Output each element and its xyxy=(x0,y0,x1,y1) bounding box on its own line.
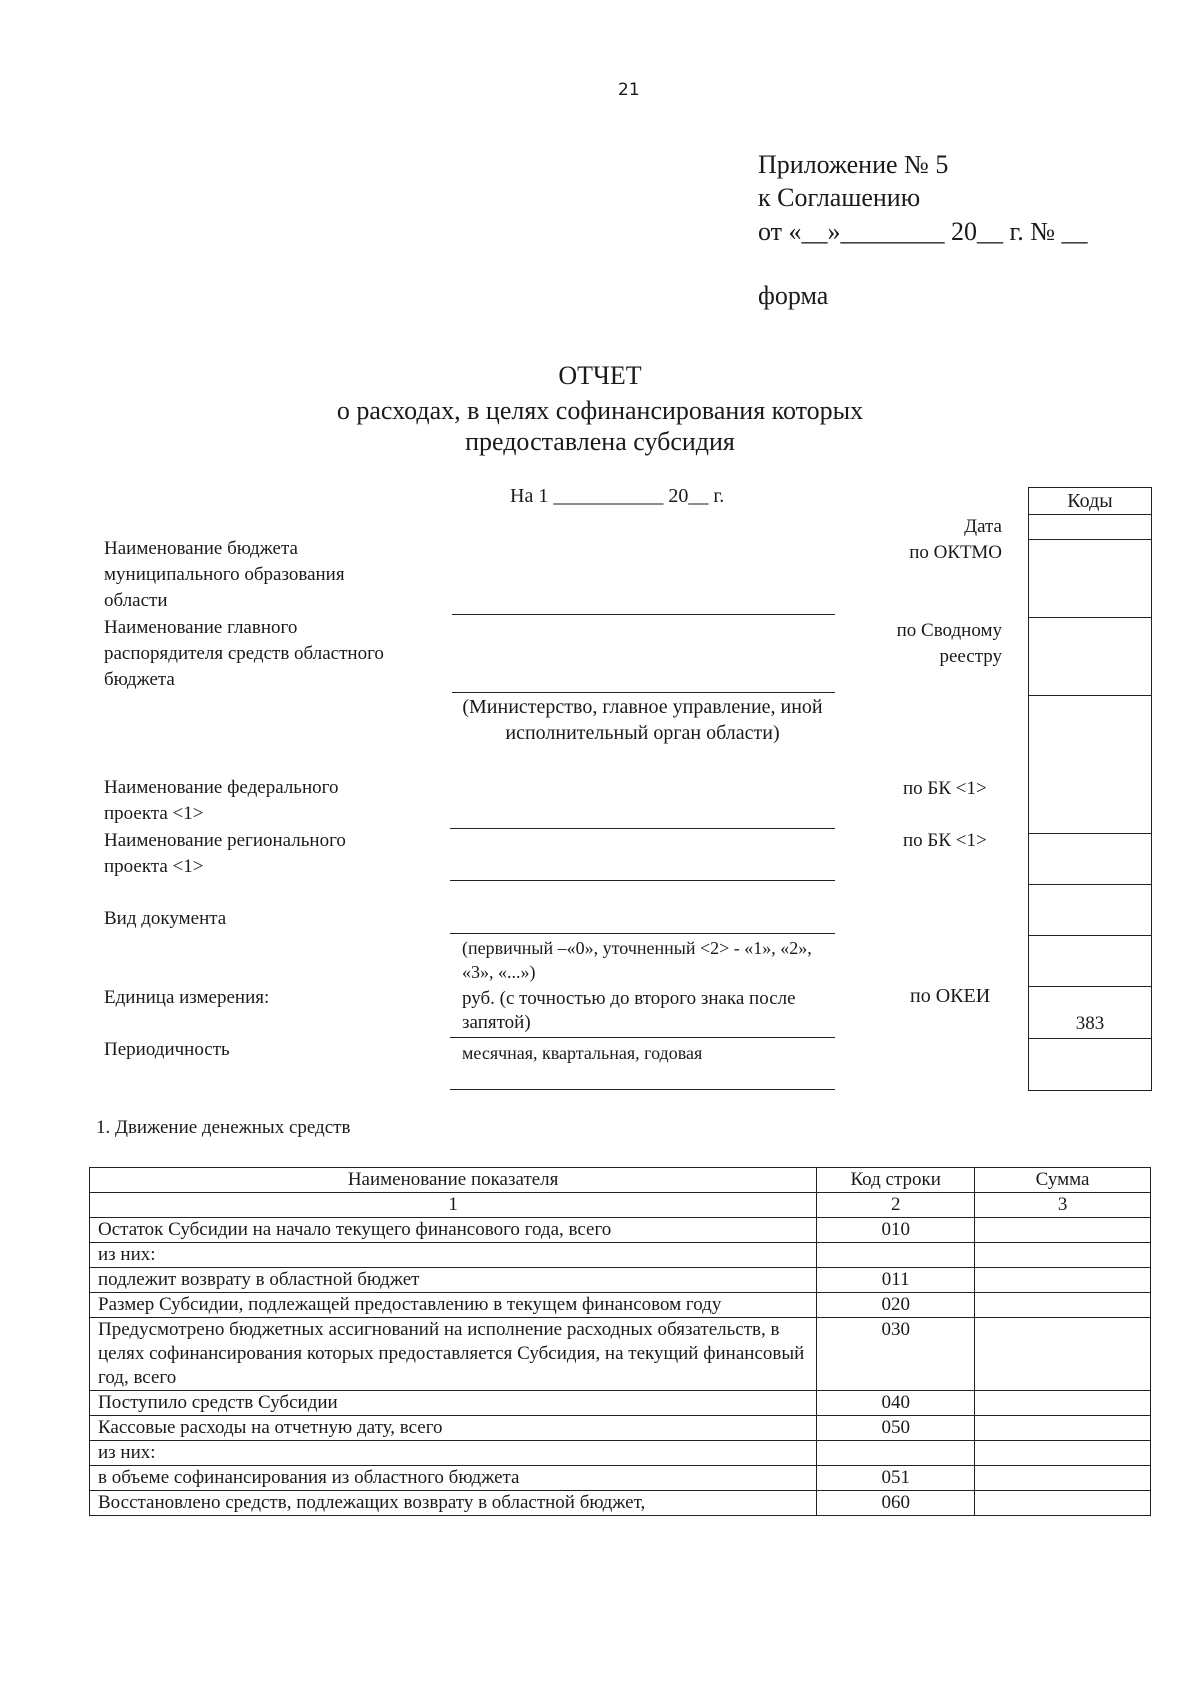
label-doc-type: Вид документа xyxy=(104,908,227,929)
row-sum[interactable] xyxy=(975,1268,1151,1293)
ministry-note: (Министерство, главное управление, иной исполнительный орган области) xyxy=(462,696,823,744)
row-code xyxy=(817,1243,975,1268)
row-name: Остаток Субсидии на начало текущего финансового года, всего xyxy=(90,1218,817,1243)
label-unit: Единица измерения: xyxy=(104,987,270,1008)
row-name: из них: xyxy=(90,1441,817,1466)
section-1-title: 1. Движение денежных средств xyxy=(96,1117,351,1138)
budget-name-field[interactable] xyxy=(452,614,835,615)
doc-type-field[interactable] xyxy=(450,933,835,934)
header-indicator: Наименование показателя xyxy=(90,1168,817,1193)
unit-value: руб. (с точностью до второго знака после запятой) xyxy=(462,988,796,1033)
codes-box xyxy=(1028,487,1152,1091)
row-sum[interactable] xyxy=(975,1441,1151,1466)
row-name: Восстановлено средств, подлежащих возврату в областной бюджет, xyxy=(90,1491,817,1516)
page-number: 21 xyxy=(618,80,640,100)
table-row xyxy=(90,1243,1151,1268)
row-name: Кассовые расходы на отчетную дату, всего xyxy=(90,1416,817,1441)
row-sum[interactable] xyxy=(975,1391,1151,1416)
row-name: подлежит возврату в областной бюджет xyxy=(90,1268,817,1293)
header-num-2: 2 xyxy=(817,1193,975,1218)
label-regional-project: Наименование регионального проекта <1> xyxy=(104,830,346,877)
row-sum[interactable] xyxy=(975,1293,1151,1318)
row-sum[interactable] xyxy=(975,1243,1151,1268)
appendix-agreement: к Соглашению xyxy=(758,183,921,212)
form-label: форма xyxy=(758,281,829,310)
table-row xyxy=(90,1391,1151,1416)
table-row xyxy=(90,1416,1151,1441)
row-code: 020 xyxy=(817,1293,975,1318)
label-budget-name: Наименование бюджета муниципального образования области xyxy=(104,538,345,611)
table-row xyxy=(90,1441,1151,1466)
row-code: 060 xyxy=(817,1491,975,1516)
main-manager-field[interactable] xyxy=(452,692,835,693)
header-row-code: Код строки xyxy=(817,1168,975,1193)
appendix-date-line: от «__»________ 20__ г. № __ xyxy=(758,217,1088,246)
table-row xyxy=(90,1318,1151,1391)
appendix-number: Приложение № 5 xyxy=(758,150,949,179)
label-bk-2: по БК <1> xyxy=(903,830,987,851)
table-row xyxy=(90,1491,1151,1516)
doc-type-hint: (первичный –«0», уточненный <2> - «1», «2», «3», «...») xyxy=(462,938,812,982)
label-oktmo: по ОКТМО xyxy=(909,542,1002,563)
table-header-row xyxy=(90,1168,1151,1193)
row-sum[interactable] xyxy=(975,1318,1151,1391)
okei-code-value: 383 xyxy=(1075,1013,1105,1034)
row-code: 010 xyxy=(817,1218,975,1243)
report-subtitle-1: о расходах, в целях софинансирования которых xyxy=(336,396,864,425)
table-row xyxy=(90,1218,1151,1243)
row-sum[interactable] xyxy=(975,1416,1151,1441)
row-sum[interactable] xyxy=(975,1491,1151,1516)
label-bk-1: по БК <1> xyxy=(903,778,987,799)
row-code: 050 xyxy=(817,1416,975,1441)
row-name: Предусмотрено бюджетных ассигнований на исполнение расходных обязательств, в целях софинансирования которых предоставляется Субсидия, на текущий финансовый год, всего xyxy=(90,1318,817,1391)
row-code: 040 xyxy=(817,1391,975,1416)
periodicity-field[interactable] xyxy=(450,1089,835,1090)
row-name: в объеме софинансирования из областного бюджета xyxy=(90,1466,817,1491)
label-periodicity: Периодичность xyxy=(104,1039,230,1060)
label-date: Дата xyxy=(964,516,1002,537)
label-okei: по ОКЕИ xyxy=(910,985,991,1007)
codes-header: Коды xyxy=(1067,490,1113,512)
report-date-line: На 1 ___________ 20__ г. xyxy=(510,485,725,507)
row-code: 030 xyxy=(817,1318,975,1391)
row-name: Размер Субсидии, подлежащей предоставлению в текущем финансовом году xyxy=(90,1293,817,1318)
row-sum[interactable] xyxy=(975,1466,1151,1491)
federal-project-field[interactable] xyxy=(450,828,835,829)
header-sum: Сумма xyxy=(975,1168,1151,1193)
report-title: ОТЧЕТ xyxy=(558,361,642,390)
row-code xyxy=(817,1441,975,1466)
cash-flow-table xyxy=(89,1167,1151,1516)
table-row xyxy=(90,1466,1151,1491)
table-number-row xyxy=(90,1193,1151,1218)
header-num-3: 3 xyxy=(975,1193,1151,1218)
row-code: 011 xyxy=(817,1268,975,1293)
unit-field[interactable] xyxy=(450,1037,835,1038)
regional-project-field[interactable] xyxy=(450,880,835,881)
table-row xyxy=(90,1268,1151,1293)
row-sum[interactable] xyxy=(975,1218,1151,1243)
row-name: Поступило средств Субсидии xyxy=(90,1391,817,1416)
label-federal-project: Наименование федерального проекта <1> xyxy=(104,777,339,824)
header-num-1: 1 xyxy=(90,1193,817,1218)
row-code: 051 xyxy=(817,1466,975,1491)
label-svodny-reestr: по Сводному реестру xyxy=(896,620,1002,667)
table-row xyxy=(90,1293,1151,1318)
report-subtitle-2: предоставлена субсидия xyxy=(465,427,735,456)
row-name: из них: xyxy=(90,1243,817,1268)
periodicity-value: месячная, квартальная, годовая xyxy=(462,1043,703,1063)
label-main-manager: Наименование главного распорядителя средств областного бюджета xyxy=(104,617,384,690)
